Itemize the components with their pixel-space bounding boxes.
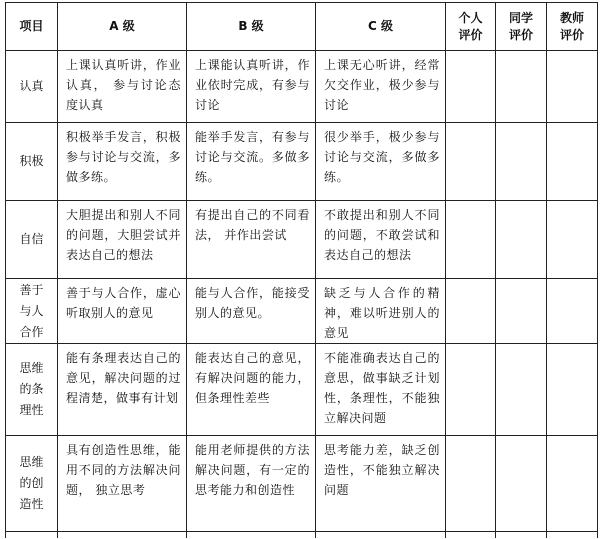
trailing-cell: [446, 532, 496, 538]
header-teacher-line1: 教师: [559, 10, 584, 25]
category-label-line2: 的条: [19, 382, 44, 396]
peer-evaluation-cell[interactable]: [496, 51, 547, 123]
header-row: [6, 3, 598, 51]
teacher-evaluation-cell[interactable]: [547, 436, 598, 532]
grade-c-description: 很少举手，极少参与讨论与交流，多做多练。: [316, 123, 446, 201]
category-label-line2: 与人: [19, 303, 44, 318]
header-self-evaluation: [446, 3, 496, 51]
grade-b-description: 有提出自己的不同看法， 并作出尝试: [187, 201, 316, 279]
header-self-line1: 个人: [458, 10, 483, 25]
header-peer-evaluation: [496, 3, 547, 51]
grade-b-description: 能举手发言，有参与讨论与交流。多做多练。: [187, 123, 316, 201]
category-label-line3: 合作: [19, 324, 44, 339]
trailing-cell: [496, 532, 547, 538]
category-label-line1: 善于: [19, 282, 44, 297]
grade-c-description: 上课无心听讲，经常欠交作业，极少参与讨论: [316, 51, 446, 123]
category-label-line2: 的创: [19, 476, 44, 490]
grade-a-description: 积极举手发言，积极参与讨论与交流，多做多练。: [58, 123, 187, 201]
table-row: [6, 344, 598, 436]
category-label-line1: 思维: [19, 361, 44, 375]
self-evaluation-cell[interactable]: [446, 279, 496, 344]
table-row: [6, 123, 598, 201]
teacher-evaluation-cell[interactable]: [547, 201, 598, 279]
header-grade-b: B 级: [187, 3, 316, 51]
self-evaluation-cell[interactable]: [446, 436, 496, 532]
header-grade-c: C 级: [316, 3, 446, 51]
self-evaluation-cell[interactable]: [446, 201, 496, 279]
category-label-line3: 造性: [19, 497, 44, 511]
self-evaluation-cell[interactable]: [446, 51, 496, 123]
teacher-evaluation-cell[interactable]: [547, 123, 598, 201]
trailing-cell: [316, 532, 446, 538]
grade-b-description: 能表达自己的意见，有解决问题的能力，但条理性差些: [187, 344, 316, 436]
trailing-cell: [547, 532, 598, 538]
grade-a-description: 善于与人合作，虚心听取别人的意见: [58, 279, 187, 344]
header-item: 项目: [6, 3, 58, 51]
trailing-cell: [187, 532, 316, 538]
table-row: [6, 436, 598, 532]
grade-a-description: 能有条理表达自己的意见，解决问题的过程清楚，做事有计划: [58, 344, 187, 436]
grade-b-description: 能与人合作，能接受别人的意见。: [187, 279, 316, 344]
teacher-evaluation-cell[interactable]: [547, 344, 598, 436]
peer-evaluation-cell[interactable]: [496, 201, 547, 279]
evaluation-table: [5, 2, 598, 538]
grade-c-description: 缺乏与人合作的精神，难以听进别人的意见: [316, 279, 446, 344]
teacher-evaluation-cell[interactable]: [547, 279, 598, 344]
header-grade-a: A 级: [58, 3, 187, 51]
header-teacher-evaluation: [547, 3, 598, 51]
category-cell: [6, 201, 58, 279]
grade-c-description: 不敢提出和别人不同的问题，不敢尝试和表达自己的想法: [316, 201, 446, 279]
category-cell: [6, 279, 58, 344]
grade-a-description: 大胆提出和别人不同的问题，大胆尝试并表达自己的想法: [58, 201, 187, 279]
self-evaluation-cell[interactable]: [446, 123, 496, 201]
table-row: [6, 51, 598, 123]
category-label-line1: 思维: [19, 455, 44, 469]
header-self-line2: 评价: [458, 27, 483, 42]
table-row: [6, 279, 598, 344]
grade-a-description: 上课认真听讲，作业认真， 参与讨论态度认真: [58, 51, 187, 123]
teacher-evaluation-cell[interactable]: [547, 51, 598, 123]
self-evaluation-cell[interactable]: [446, 344, 496, 436]
grade-c-description: 不能准确表达自己的意思，做事缺乏计划性，条理性，不能独立解决问题: [316, 344, 446, 436]
trailing-cell: [58, 532, 187, 538]
category-cell: [6, 51, 58, 123]
category-label: 认真: [19, 79, 44, 93]
peer-evaluation-cell[interactable]: [496, 436, 547, 532]
grade-b-description: 上课能认真听讲，作业依时完成，有参与讨论: [187, 51, 316, 123]
peer-evaluation-cell[interactable]: [496, 344, 547, 436]
category-label: 自信: [19, 232, 44, 246]
category-cell: [6, 436, 58, 532]
peer-evaluation-cell[interactable]: [496, 123, 547, 201]
header-peer-line1: 同学: [508, 10, 533, 25]
header-peer-line2: 评价: [508, 27, 533, 42]
trailing-cell: [6, 532, 58, 538]
grade-a-description: 具有创造性思维，能用不同的方法解决问题， 独立思考: [58, 436, 187, 532]
category-label: 积极: [19, 154, 44, 168]
category-cell: [6, 344, 58, 436]
grade-c-description: 思考能力差，缺乏创造性，不能独立解决问题: [316, 436, 446, 532]
grade-b-description: 能用老师提供的方法解决问题，有一定的思考能力和创造性: [187, 436, 316, 532]
peer-evaluation-cell[interactable]: [496, 279, 547, 344]
category-label-line3: 理性: [19, 403, 44, 417]
header-teacher-line2: 评价: [559, 27, 584, 42]
category-cell: [6, 123, 58, 201]
table-row: [6, 201, 598, 279]
trailing-row: [6, 532, 598, 538]
